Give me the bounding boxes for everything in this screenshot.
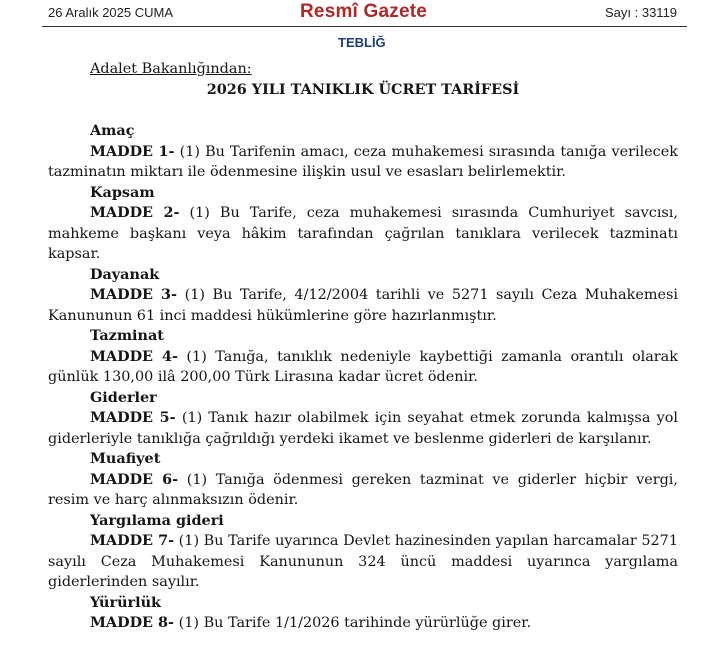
article-body <box>48 203 678 265</box>
article-list <box>48 121 678 634</box>
article-label: MADDE 8- <box>90 614 175 631</box>
article-heading: Yargılama gideri <box>90 511 224 529</box>
article-text: (1) Bu Tarifenin amacı, ceza muhakemesi sırasında tanığa verilecek tazminatın miktarı ile ödenmesine ilişkin usul ve esasları belirlemektir. <box>48 143 678 180</box>
issuing-authority: Adalet Bakanlığından: <box>90 61 252 77</box>
article-body <box>48 613 678 634</box>
gazette-header <box>0 0 726 28</box>
article <box>48 121 678 183</box>
article <box>48 265 678 327</box>
article <box>48 511 678 593</box>
issue-number: Sayı : 33119 <box>605 5 678 20</box>
article-text: (1) Tanığa ödenmesi gereken tazminat ve giderler hiçbir vergi, resim ve harç alınmaksızın ödenir. <box>48 471 678 508</box>
article-label: MADDE 6- <box>90 470 179 488</box>
document-title: 2026 YILI TANIKLIK ÜCRET TARİFESİ <box>206 81 520 98</box>
article-body <box>48 347 678 388</box>
section-type: TEBLİĞ <box>338 35 386 50</box>
article-text: (1) Bu Tarife 1/1/2026 tarihinde yürürlüğe girer. <box>174 615 532 631</box>
article-label: MADDE 2- <box>90 204 180 221</box>
article-label: MADDE 4- <box>90 347 178 365</box>
publication-date: 26 Aralık 2025 CUMA <box>48 5 174 20</box>
article-heading: Yürürlük <box>90 593 162 611</box>
article-label: MADDE 7- <box>90 532 175 549</box>
gazette-title: Resmî Gazete <box>300 1 428 22</box>
article-text: (1) Bu Tarife, 4/12/2004 tarihli ve 5271 sayılı Ceza Muhakemesi Kanununun 61 inci maddesi hükümlerine göre hazırlanmıştır. <box>48 287 678 324</box>
article-text: (1) Bu Tarife uyarınca Devlet hazinesinden yapılan harcamalar 5271 sayılı Ceza Muhakemesi Kanununun 324 üncü maddesi uyarınca yargılama giderlerinden sayılır. <box>48 533 678 590</box>
article <box>48 593 678 634</box>
article-text: (1) Bu Tarife, ceza muhakemesi sırasında Cumhuriyet savcısı, mahkeme başkanı veya hâkim tarafından çağrılan tanıklara verilecek tazminatı kapsar. <box>48 205 678 262</box>
article <box>48 449 678 511</box>
article-heading: Tazminat <box>90 327 164 344</box>
article-label: MADDE 1- <box>90 142 175 160</box>
article-heading: Dayanak <box>90 265 160 283</box>
article-heading: Kapsam <box>90 183 155 201</box>
article <box>48 183 678 265</box>
article-text: (1) Tanık hazır olabilmek için seyahat etmek zorunda kalmışsa yol giderleriyle tanıklığa çağrıldığı yerdeki ikamet ve beslenme giderleri de karşılanır. <box>48 410 678 447</box>
article-heading: Amaç <box>90 122 135 139</box>
article-text: (1) Tanığa, tanıklık nedeniyle kaybettiği zamanla orantılı olarak günlük 130,00 ilâ 200,00 Türk Lirasına kadar ücret ödenir. <box>48 348 678 385</box>
article-body <box>48 285 678 326</box>
article-body <box>48 142 678 183</box>
article-heading: Muafiyet <box>90 450 161 467</box>
article-label: MADDE 5- <box>90 409 176 426</box>
article-body <box>48 470 678 511</box>
article <box>48 388 678 450</box>
header-divider <box>42 26 687 27</box>
article-heading: Giderler <box>90 388 157 406</box>
article-body <box>48 408 678 449</box>
article-label: MADDE 3- <box>90 286 178 303</box>
article-body <box>48 531 678 593</box>
article <box>48 326 678 388</box>
